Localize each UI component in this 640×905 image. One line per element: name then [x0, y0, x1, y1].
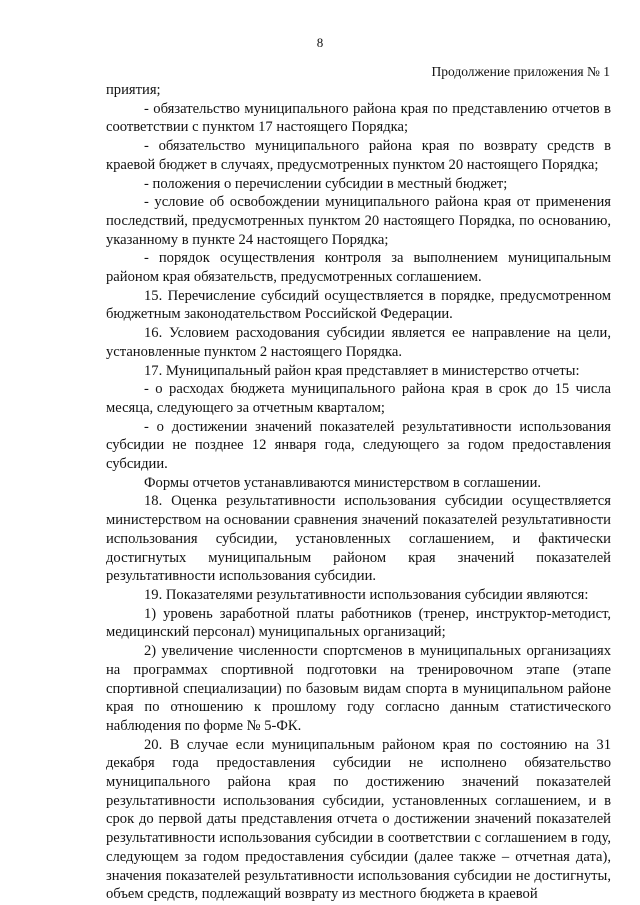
paragraph: - обязательство муниципального района края по представлению отчетов в соответствии с пунктом 17 настоящего Порядка; [106, 100, 611, 136]
paragraph: - о достижении значений показателей результативности использования субсидии не позднее 12 января года, следующего за годом предоставления субсидии. [106, 418, 611, 473]
paragraph: - положения о перечислении субсидии в местный бюджет; [144, 175, 508, 192]
paragraph: 2) увеличение численности спортсменов в муниципальных организациях на программах спортивной подготовки на тренировочном этапе (этапе спортивной специализации) по базовым видам спорта в муниципальном районе края по отношению к прошлому году согласно данным статистического наблюдения по форме № 5-ФК. [106, 643, 611, 734]
paragraph: 20. В случае если муниципальным районом края по состоянию на 31 декабря года предоставления субсидии не исполнено обязательство муниципального района края по достижению значений показателей результативности использования субсидии, установленных соглашением, и в срок до первой даты представления отчета о достижении значений показателей результативности использования субсидии в соответствии с соглашением в году, следующем за годом предоставления субсидии (далее также – отчетная дата), значения показателей результативности использования субсидии не достигнуты, объем средств, подлежащий возврату из местного бюджета в краевой [106, 736, 611, 903]
paragraph: - обязательство муниципального района края по возврату средств в краевой бюджет в случаях, предусмотренных пунктом 20 настоящего Порядка; [106, 138, 611, 173]
paragraph: Формы отчетов устанавливаются министерством в соглашении. [144, 474, 542, 491]
paragraph: 16. Условием расходования субсидии является ее направление на цели, установленные пунктом 2 настоящего Порядка. [106, 325, 611, 360]
paragraph: - порядок осуществления контроля за выполнением муниципальным районом края обязательств, предусмотренных соглашением. [106, 250, 611, 286]
body-text [106, 81, 611, 904]
header-note: Продолжение приложения № 1 [431, 64, 610, 79]
paragraph: - о расходах бюджета муниципального района края в срок до 15 числа месяца, следующего за отчетным кварталом; [106, 381, 611, 416]
paragraph: 18. Оценка результативности использования субсидии осуществляется министерством на основании сравнения значений показателей результативности использования субсидии, установленных соглашением, и фактически достигнутых муниципальным районом края значений показателей результативности использования субсидии. [106, 493, 611, 585]
paragraph: - условие об освобождении муниципального района края от применения последствий, предусмотренных пунктом 20 настоящего Порядка, по основанию, указанному в пункте 24 настоящего Порядка; [106, 194, 611, 248]
paragraph: 19. Показателями результативности использования субсидии являются: [144, 586, 589, 603]
paragraph: 1) уровень заработной платы работников (тренер, инструктор-методист, медицинский персонал) муниципальных организаций; [106, 605, 611, 641]
page-number: 8 [316, 35, 324, 50]
paragraph: 17. Муниципальный район края представляет в министерство отчеты: [144, 362, 580, 379]
paragraph: 15. Перечисление субсидий осуществляется в порядке, предусмотренном бюджетным законодательством Российской Федерации. [106, 287, 611, 323]
paragraph: приятия; [106, 82, 161, 98]
